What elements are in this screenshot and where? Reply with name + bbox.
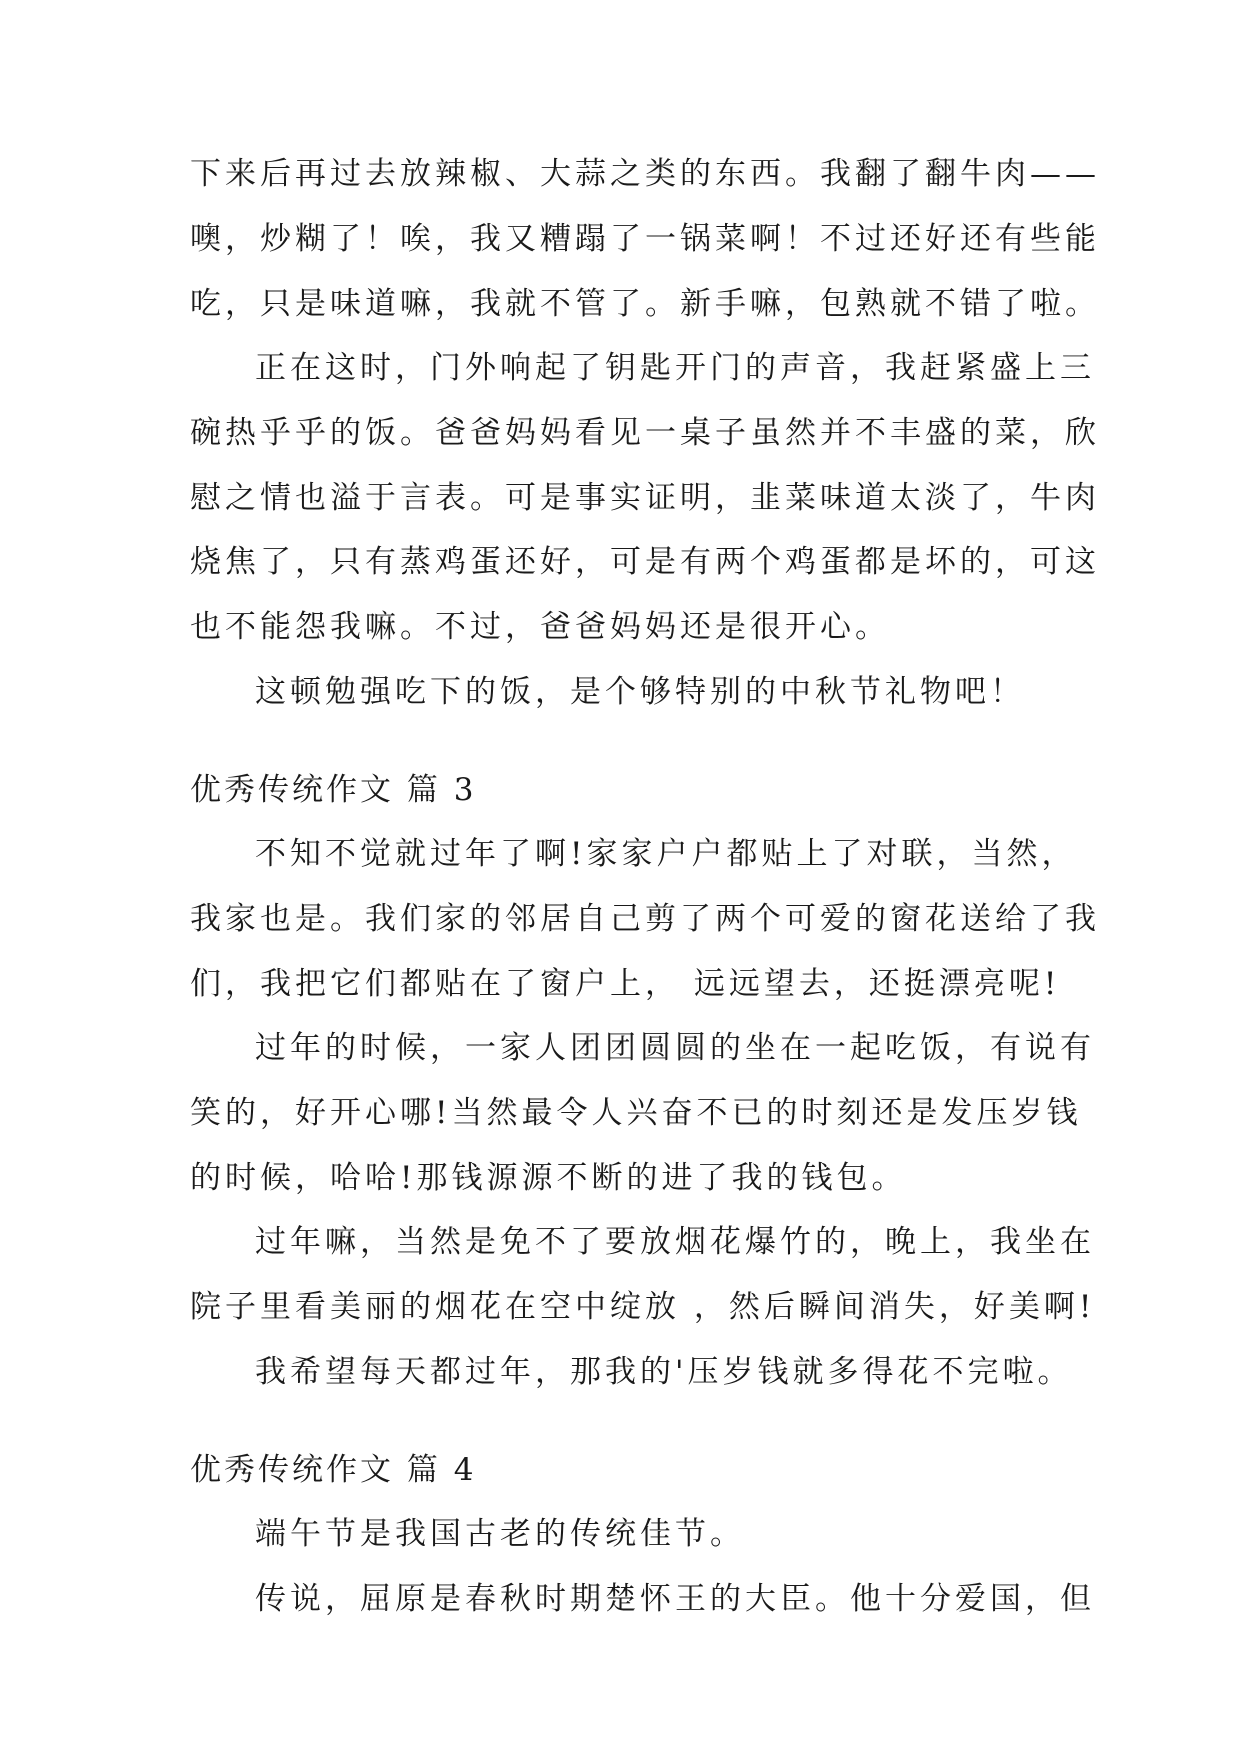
paragraph-line: 们，我把它们都贴在了窗户上， 远远望去，还挺漂亮呢! [190,966,1061,1002]
paragraph-line: 也不能怨我嘛。不过，爸爸妈妈还是很开心。 [190,609,890,645]
paragraph-line: 下来后再过去放辣椒、大蒜之类的东西。我翻了翻牛肉—— [190,156,1100,192]
paragraph-line: 传说，屈原是春秋时期楚怀王的大臣。他十分爱国，但 [255,1581,1095,1617]
paragraph-line: 我家也是。我们家的邻居自己剪了两个可爱的窗花送给了我 [190,901,1100,937]
paragraph-line: 噢，炒糊了！唉，我又糟蹋了一锅菜啊！不过还好还有些能 [190,221,1100,257]
paragraph-line: 笑的，好开心哪!当然最令人兴奋不已的时刻还是发压岁钱 [190,1095,1082,1131]
section-heading: 优秀传统作文 篇 4 [190,1452,477,1488]
paragraph-line: 我希望每天都过年，那我的'压岁钱就多得花不完啦。 [255,1354,1073,1390]
paragraph-line: 过年嘛，当然是免不了要放烟花爆竹的，晚上，我坐在 [255,1224,1095,1260]
paragraph-line: 吃，只是味道嘛，我就不管了。新手嘛，包熟就不错了啦。 [190,286,1100,322]
paragraph-line: 院子里看美丽的烟花在空中绽放 ，然后瞬间消失，好美啊! [190,1289,1096,1325]
paragraph-line: 烧焦了，只有蒸鸡蛋还好，可是有两个鸡蛋都是坏的，可这 [190,544,1100,580]
paragraph-line: 慰之情也溢于言表。可是事实证明，韭菜味道太淡了，牛肉 [190,480,1100,516]
paragraph-line: 碗热乎乎的饭。爸爸妈妈看见一桌子虽然并不丰盛的菜，欣 [190,415,1100,451]
paragraph-line: 的时候，哈哈!那钱源源不断的进了我的钱包。 [190,1160,907,1196]
section-heading: 优秀传统作文 篇 3 [190,772,477,808]
paragraph-line: 过年的时候，一家人团团圆圆的坐在一起吃饭，有说有 [255,1030,1095,1066]
paragraph-line: 不知不觉就过年了啊!家家户户都贴上了对联，当然， [255,836,1077,872]
paragraph-line: 正在这时，门外响起了钥匙开门的声音，我赶紧盛上三 [255,350,1095,386]
paragraph-line: 这顿勉强吃下的饭，是个够特别的中秋节礼物吧！ [255,674,1025,710]
paragraph-line: 端午节是我国古老的传统佳节。 [255,1516,745,1552]
